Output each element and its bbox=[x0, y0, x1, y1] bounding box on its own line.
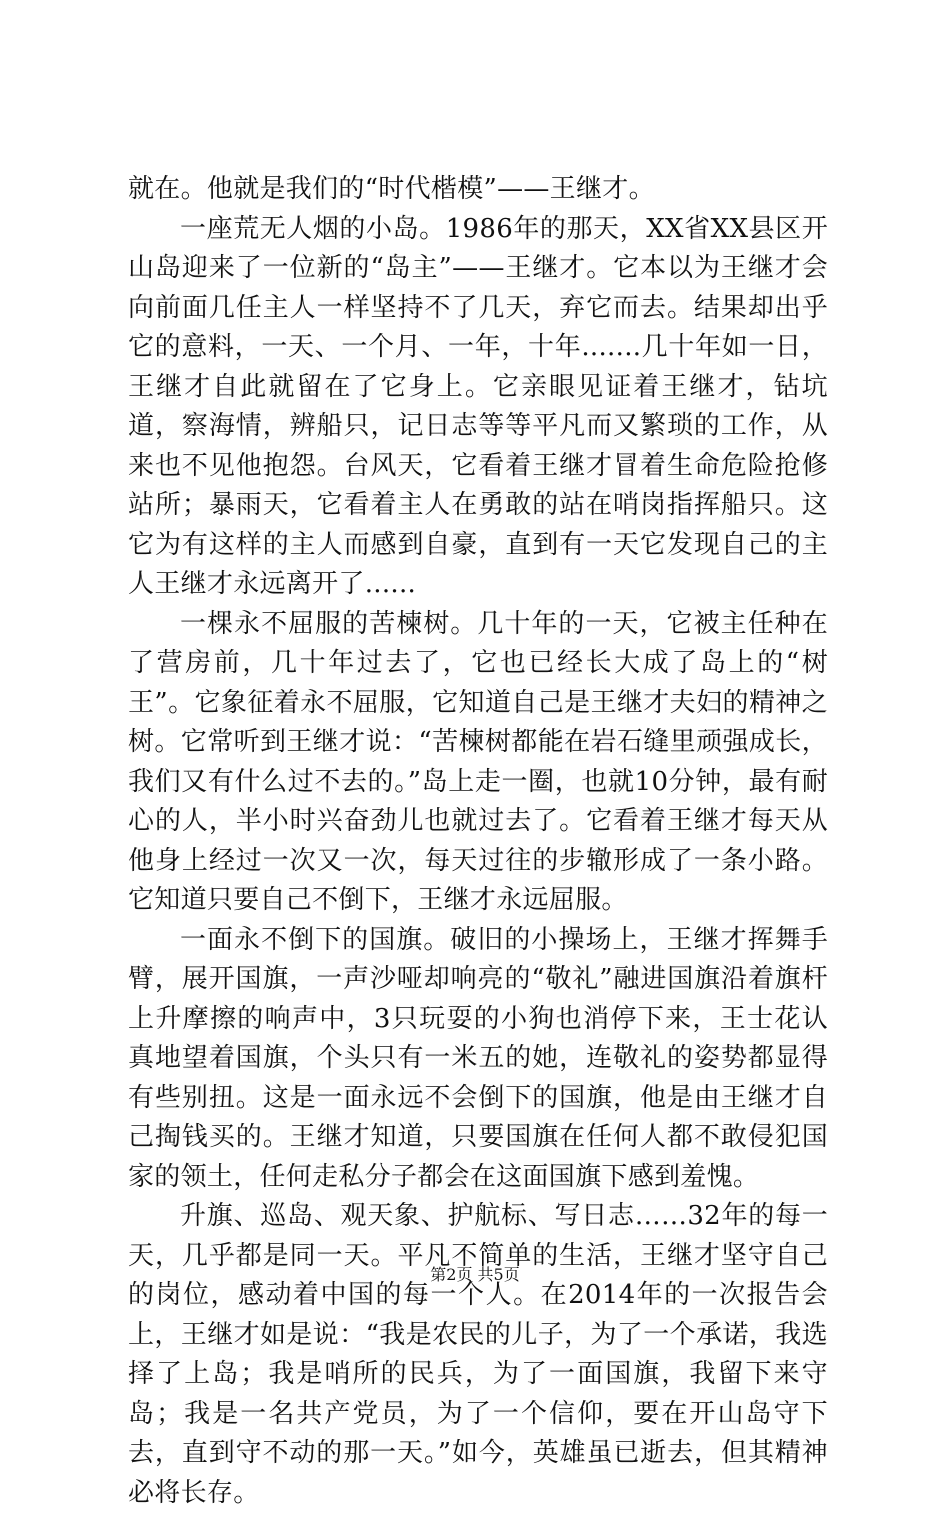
paragraph-conclusion: 升旗、巡岛、观天象、护航标、写日志……32年的每一天，几乎都是同一天。平凡不简单的生活，王继才坚守自己的岗位，感动着中国的每一个人。在2014年的一次报告会上，王继才如是说：“我是农民的儿子，为了一个承诺，我选择了上岛；我是哨所的民兵，为了一面国旗，我留下来守岛；我是一名共产党员，为了一个信仰，要在开山岛守下去，直到守不动的那一天。”如今，英雄虽已逝去，但其精神必将长存。 bbox=[128, 1201, 828, 1508]
paragraph-island: 一座荒无人烟的小岛。1986年的那天，XX省XX县区开山岛迎来了一位新的“岛主”——王继才。它本以为王继才会向前面几任主人一样坚持不了几天，弃它而去。结果却出乎它的意料，一天、一个月、一年，十年.......几十年如一日，王继才自此就留在了它身上。它亲眼见证着王继才，钻坑道，察海情，辨船只，记日志等等平凡而又繁琐的工作，从来也不见他抱怨。台风天，它看着王继才冒着生命危险抢修站所；暴雨天，它看着主人在勇敢的站在哨岗指挥船只。这它为有这样的主人而感到自豪，直到有一天它发现自己的主人王继才永远离开了...... bbox=[128, 213, 828, 599]
paragraph-continuation: 就在。他就是我们的“时代楷模”——王继才。 bbox=[128, 174, 655, 204]
page-number-footer: 第2页 共5页 bbox=[430, 1265, 520, 1284]
document-body bbox=[128, 170, 828, 1513]
paragraph-tree: 一棵永不屈服的苦楝树。几十年的一天，它被主任种在了营房前，几十年过去了，它也已经长大成了岛上的“树王”。它象征着永不屈服，它知道自己是王继才夫妇的精神之树。它常听到王继才说：“苦楝树都能在岩石缝里顽强成长，我们又有什么过不去的。”岛上走一圈，也就10分钟，最有耐心的人，半小时兴奋劲儿也就过去了。它看着王继才每天从他身上经过一次又一次，每天过往的步辙形成了一条小路。它知道只要自己不倒下，王继才永远屈服。 bbox=[128, 608, 828, 915]
paragraph-flag: 一面永不倒下的国旗。破旧的小操场上，王继才挥舞手臂，展开国旗，一声沙哑却响亮的“敬礼”融进国旗沿着旗杆上升摩擦的响声中，3只玩耍的小狗也消停下来，王士花认真地望着国旗，个头只有一米五的她，连敬礼的姿势都显得有些别扭。这是一面永远不会倒下的国旗，他是由王继才自己掏钱买的。王继才知道，只要国旗在任何人都不敢侵犯国家的领土，任何走私分子都会在这面国旗下感到羞愧。 bbox=[128, 924, 828, 1192]
